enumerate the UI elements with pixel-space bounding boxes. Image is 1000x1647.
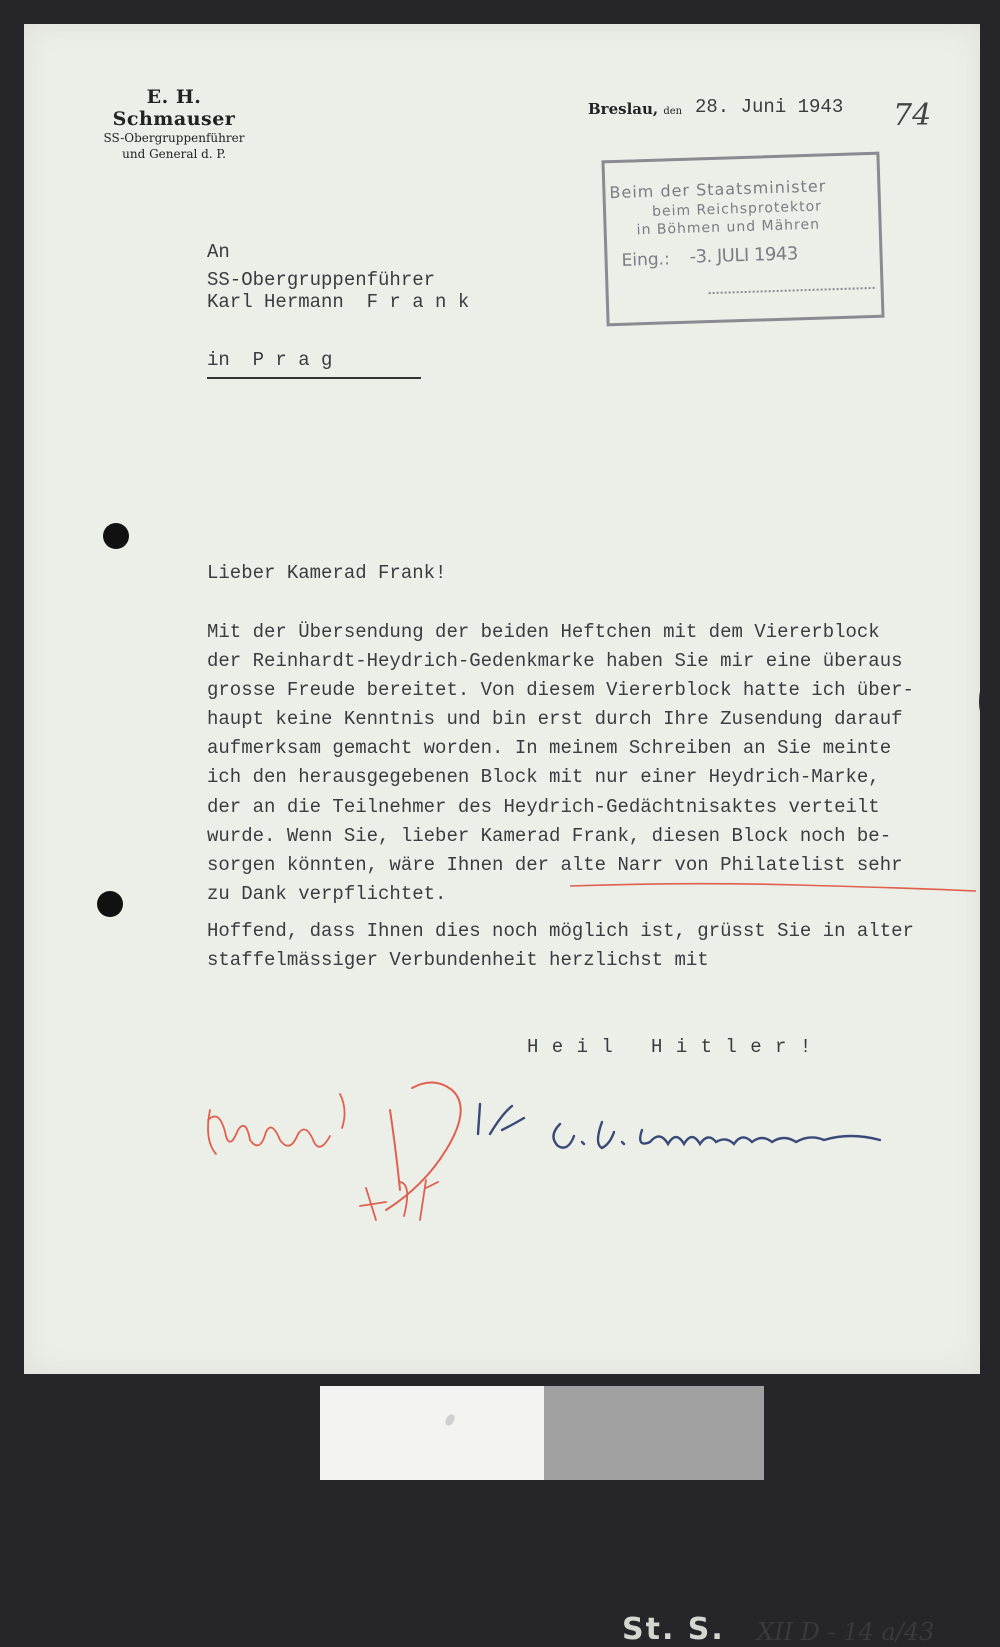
stamp-line-1: Beim der Staatsminister xyxy=(609,176,827,203)
address-city: in P r a g xyxy=(207,349,333,371)
body-line: Mit der Übersendung der beiden Heftchen mit dem Viererblock xyxy=(207,621,880,643)
body-line: haupt keine Kenntnis und bin erst durch Ihre Zusendung darauf xyxy=(207,708,903,731)
body-line: sorgen könnten, wäre Ihnen der alte Narr von Philatelist sehr xyxy=(207,853,903,876)
address-an: An xyxy=(207,241,230,263)
place-name: Breslau, xyxy=(588,100,659,118)
address-rank: SS-Obergruppenführer xyxy=(207,269,436,291)
body-line: grosse Freude bereitet. Von diesem Viererblock hatte ich über- xyxy=(207,679,914,702)
grey-target xyxy=(544,1386,764,1480)
letterhead-rank: SS-Obergruppenführer xyxy=(103,131,245,145)
body-line: zu Dank verpflichtet. xyxy=(207,882,447,905)
red-check-mark xyxy=(386,1082,461,1210)
reference-number: XII D - 14 a/43 xyxy=(757,1618,935,1646)
place-den: den xyxy=(663,106,683,117)
body-line: ich den herausgegebenen Block mit nur einer Heydrich-Marke, xyxy=(207,766,880,789)
letterhead xyxy=(90,86,258,162)
address-name: Karl Hermann F r a n k xyxy=(207,291,470,313)
letter-body xyxy=(207,618,914,909)
letterhead-name: E. H. Schmauser xyxy=(112,86,236,130)
stamp-dotted-line xyxy=(709,287,875,294)
closing-line: Hoffend, dass Ihnen dies noch möglich ist, grüsst Sie in alter xyxy=(207,920,914,942)
letter-closing xyxy=(207,917,914,975)
white-target xyxy=(320,1386,544,1480)
body-line: der Reinhardt-Heydrich-Gedenkmarke haben Sie mir eine überaus xyxy=(207,650,903,673)
body-line: wurde. Wenn Sie, lieber Kamerad Frank, diesen Block noch be- xyxy=(207,824,892,847)
letterhead-general: und General d. P. xyxy=(122,147,226,161)
greeting: H e i l H i t l e r ! xyxy=(527,1036,813,1058)
punch-hole xyxy=(103,523,129,549)
signature-iv-mark xyxy=(478,1104,524,1134)
reference-ghost-stamp: St. S. xyxy=(622,1612,725,1647)
closing-line: staffelmässiger Verbundenheit herzlichst mit xyxy=(207,949,709,971)
page-number: 74 xyxy=(893,98,932,133)
red-pencil-underline xyxy=(568,880,978,894)
color-calibration-targets xyxy=(320,1386,764,1480)
receipt-stamp xyxy=(601,152,884,327)
dateline-place xyxy=(588,100,682,118)
letter-date: 28. Juni 1943 xyxy=(695,96,844,118)
address-underline xyxy=(207,377,421,379)
body-line: der an die Teilnehmer des Heydrich-Gedächtnisaktes verteilt xyxy=(207,795,880,818)
torn-edge xyxy=(979,669,1000,724)
punch-hole xyxy=(97,891,123,917)
body-line: aufmerksam gemacht worden. In meinem Schreiben an Sie meinte xyxy=(207,737,892,760)
target-mark xyxy=(444,1413,457,1427)
stamp-line-2: beim Reichsprotektor xyxy=(651,198,823,220)
red-note-scrawl xyxy=(208,1094,345,1154)
stamp-received-date: -3. JULI 1943 xyxy=(689,243,799,268)
salutation: Lieber Kamerad Frank! xyxy=(207,562,447,584)
stamp-line-3: in Böhmen und Mähren xyxy=(636,216,821,239)
signature-scrawl xyxy=(553,1122,880,1148)
stamp-received-label: Eing.: xyxy=(621,249,671,271)
handwritten-annotations xyxy=(190,1070,920,1240)
